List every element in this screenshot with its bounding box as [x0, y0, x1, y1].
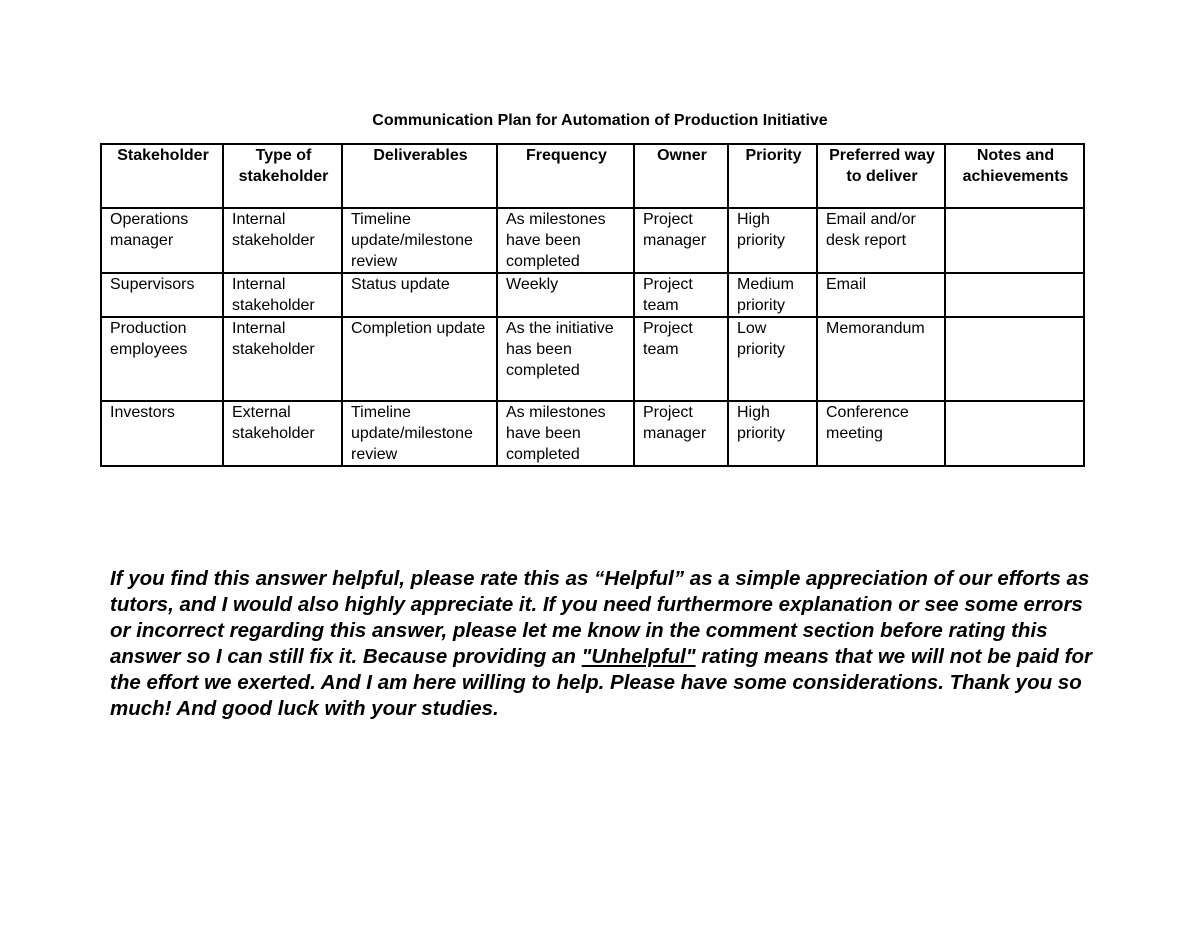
cell-frequency: As milestones have been completed: [497, 401, 634, 466]
cell-stakeholder: Production employees: [101, 317, 223, 401]
cell-stakeholder: Operations manager: [101, 208, 223, 273]
header-owner: Owner: [634, 144, 728, 208]
cell-notes: [945, 401, 1084, 466]
note-text-before: If you find this answer helpful, please rate this as “Helpful” as a simple appreciation of our efforts as tutors, and I would also highly appreciate it. If you need furthermore explanation or see some errors or incorrect regarding this answer, please let me know in the comment section before rating this answer so I can still fix it. Because providing an: [110, 567, 1090, 668]
cell-frequency: As milestones have been completed: [497, 208, 634, 273]
table-row: [101, 401, 1084, 466]
document-title: Communication Plan for Automation of Production Initiative: [372, 112, 828, 129]
header-preferred-way-to-deliver: Preferred way to deliver: [817, 144, 945, 208]
cell-stakeholder: Supervisors: [101, 273, 223, 317]
helpful-rating-note: [110, 566, 1100, 722]
note-unhelpful-emphasis: "Unhelpful": [581, 645, 696, 668]
cell-deliverables: Status update: [342, 273, 497, 317]
cell-preferred-way: Memorandum: [817, 317, 945, 401]
cell-priority: High priority: [728, 401, 817, 466]
header-deliverables: Deliverables: [342, 144, 497, 208]
cell-priority: High priority: [728, 208, 817, 273]
cell-notes: [945, 208, 1084, 273]
cell-type: Internal stakeholder: [223, 317, 342, 401]
cell-owner: Project team: [634, 317, 728, 401]
table-header-row: [101, 144, 1084, 208]
cell-deliverables: Timeline update/milestone review: [342, 401, 497, 466]
cell-frequency: As the initiative has been completed: [497, 317, 634, 401]
table-row: [101, 208, 1084, 273]
cell-preferred-way: Email: [817, 273, 945, 317]
cell-preferred-way: Email and/or desk report: [817, 208, 945, 273]
cell-deliverables: Timeline update/milestone review: [342, 208, 497, 273]
cell-priority: Low priority: [728, 317, 817, 401]
cell-notes: [945, 317, 1084, 401]
cell-owner: Project manager: [634, 208, 728, 273]
cell-notes: [945, 273, 1084, 317]
cell-type: Internal stakeholder: [223, 273, 342, 317]
header-type-of-stakeholder: Type of stakeholder: [223, 144, 342, 208]
cell-stakeholder: Investors: [101, 401, 223, 466]
note-text-after: rating means that we will not be paid for the effort we exerted. And I am here willing to help. Please have some considerations. Thank you so much! And good luck with your studies.: [110, 645, 1092, 720]
header-stakeholder: Stakeholder: [101, 144, 223, 208]
table-row: [101, 273, 1084, 317]
table-row: [101, 317, 1084, 401]
header-notes-and-achievements: Notes and achievements: [945, 144, 1084, 208]
header-frequency: Frequency: [497, 144, 634, 208]
cell-type: External stakeholder: [223, 401, 342, 466]
communication-plan-table: [100, 143, 1085, 467]
cell-owner: Project team: [634, 273, 728, 317]
cell-type: Internal stakeholder: [223, 208, 342, 273]
header-priority: Priority: [728, 144, 817, 208]
cell-priority: Medium priority: [728, 273, 817, 317]
cell-preferred-way: Conference meeting: [817, 401, 945, 466]
cell-deliverables: Completion update: [342, 317, 497, 401]
cell-owner: Project manager: [634, 401, 728, 466]
cell-frequency: Weekly: [497, 273, 634, 317]
